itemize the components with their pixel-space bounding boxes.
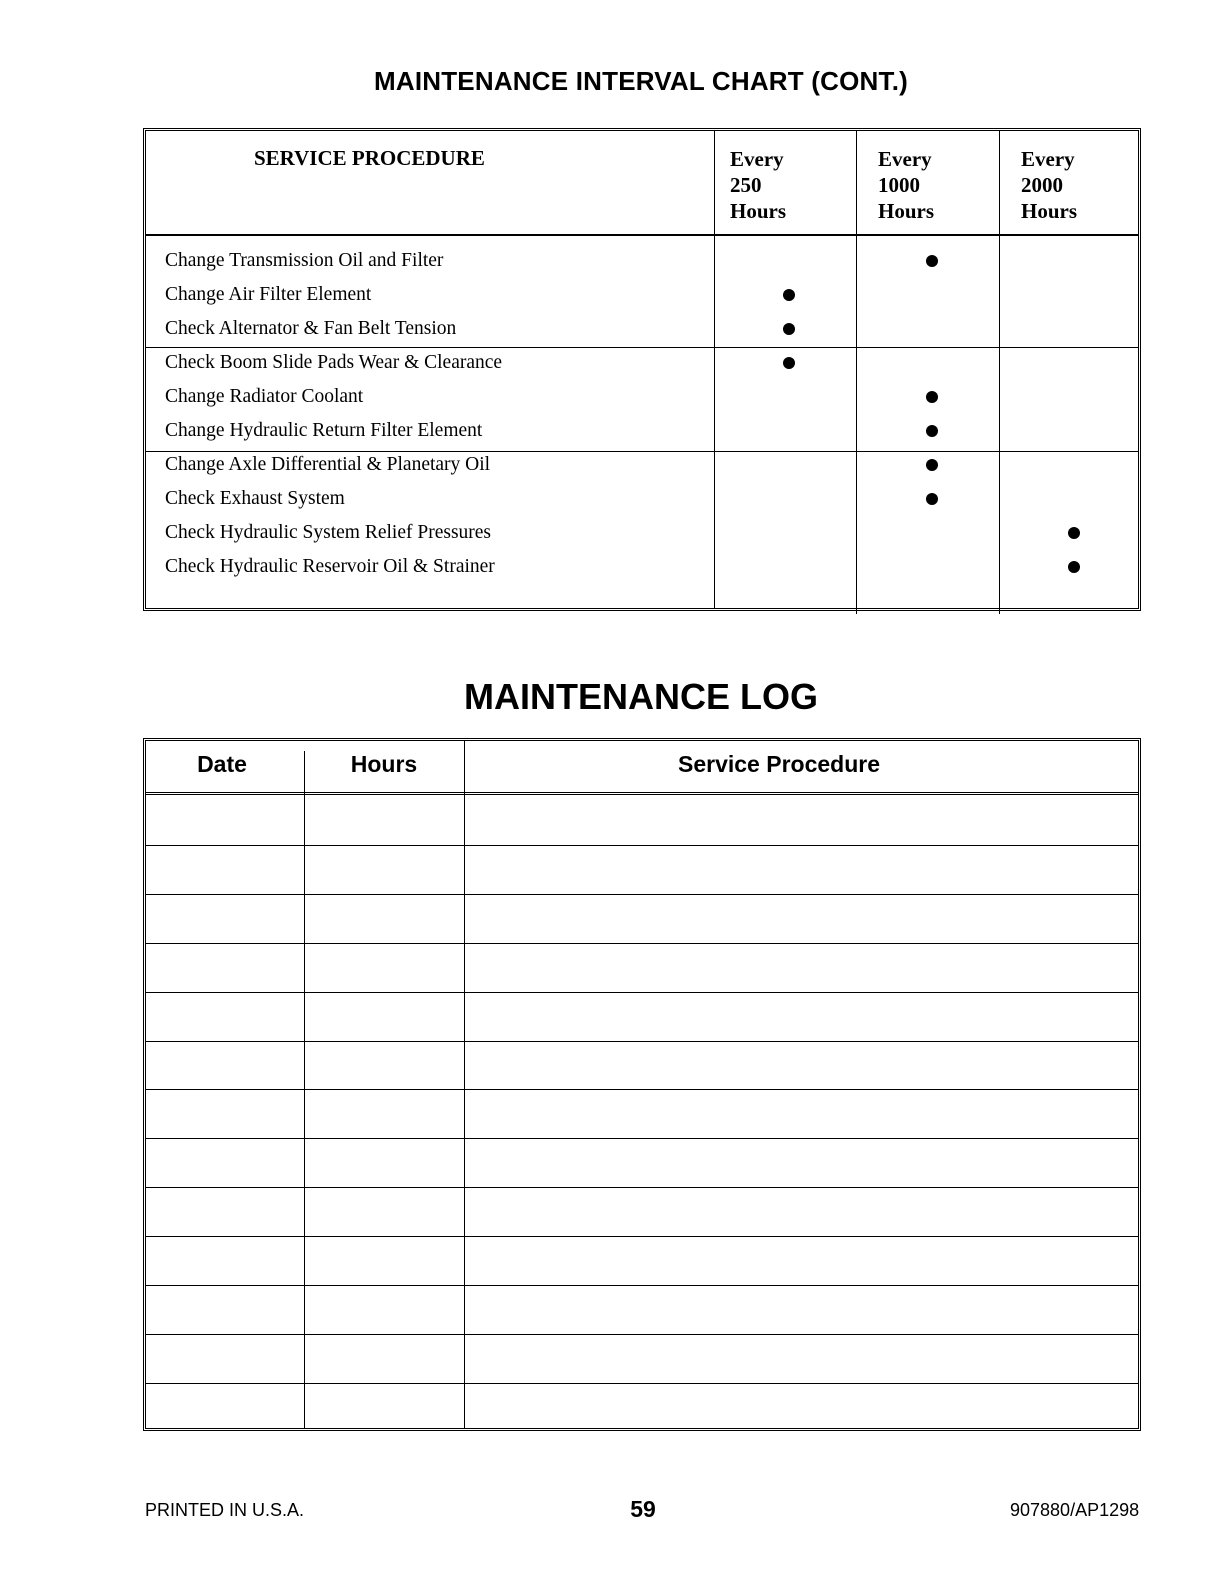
log-row-line (146, 1138, 1138, 1139)
log-row-line (146, 1041, 1138, 1042)
interval-bullet-1000 (926, 459, 938, 471)
procedure-row: Check Boom Slide Pads Wear & Clearance (165, 352, 503, 373)
header-every-1000-hours: Every 1000 Hours (878, 147, 935, 223)
column-divider (999, 131, 1000, 614)
header-service-procedure: SERVICE PROCEDURE (254, 146, 485, 170)
column-divider (856, 131, 857, 614)
maintenance-log-table (143, 738, 1141, 1431)
log-header-date: Date (197, 751, 247, 777)
interval-bullet-2000 (1068, 527, 1080, 539)
log-row-line (146, 1236, 1138, 1237)
interval-chart-table (143, 128, 1141, 611)
column-divider (714, 131, 715, 608)
header-every-2000-hours: Every 2000 Hours (1021, 147, 1078, 223)
log-row-line (146, 992, 1138, 993)
log-row-line (146, 894, 1138, 895)
procedure-row: Check Hydraulic Reservoir Oil & Strainer (165, 556, 495, 577)
interval-bullet-250 (783, 357, 795, 369)
header-every-250-hours: Every 250 Hours (730, 147, 787, 223)
interval-bullet-1000 (926, 493, 938, 505)
log-row-line (146, 1285, 1138, 1286)
log-row-line (146, 1334, 1138, 1335)
footer-document-code: 907880/AP1298 (1010, 1500, 1140, 1520)
interval-bullet-2000 (1068, 561, 1080, 573)
log-row-line (146, 943, 1138, 944)
interval-bullet-250 (783, 289, 795, 301)
interval-bullet-1000 (926, 391, 938, 403)
procedure-row: Change Radiator Coolant (165, 386, 364, 407)
log-row-line (146, 1089, 1138, 1090)
maintenance-log-title: MAINTENANCE LOG (464, 676, 818, 717)
interval-chart-title: MAINTENANCE INTERVAL CHART (CONT.) (373, 66, 908, 96)
procedure-row: Change Transmission Oil and Filter (165, 250, 444, 271)
log-header-hours: Hours (350, 751, 418, 777)
log-row-line (146, 845, 1138, 846)
interval-bullet-1000 (926, 255, 938, 267)
procedure-row: Change Axle Differential & Planetary Oil (165, 454, 491, 475)
log-row-line (146, 1187, 1138, 1188)
procedure-row: Change Hydraulic Return Filter Element (165, 420, 483, 441)
procedure-row: Check Hydraulic System Relief Pressures (165, 522, 492, 543)
interval-bullet-250 (783, 323, 795, 335)
procedure-row: Change Air Filter Element (165, 284, 372, 305)
log-row-line (146, 1383, 1138, 1384)
footer-printed-in: PRINTED IN U.S.A. (145, 1500, 305, 1520)
log-header-service-procedure: Service Procedure (677, 751, 880, 777)
procedure-row: Check Alternator & Fan Belt Tension (165, 318, 457, 339)
page-number: 59 (630, 1496, 656, 1522)
header-separator (146, 234, 1138, 236)
log-header-separator (146, 792, 1138, 797)
interval-bullet-1000 (926, 425, 938, 437)
procedure-row: Check Exhaust System (165, 488, 345, 509)
